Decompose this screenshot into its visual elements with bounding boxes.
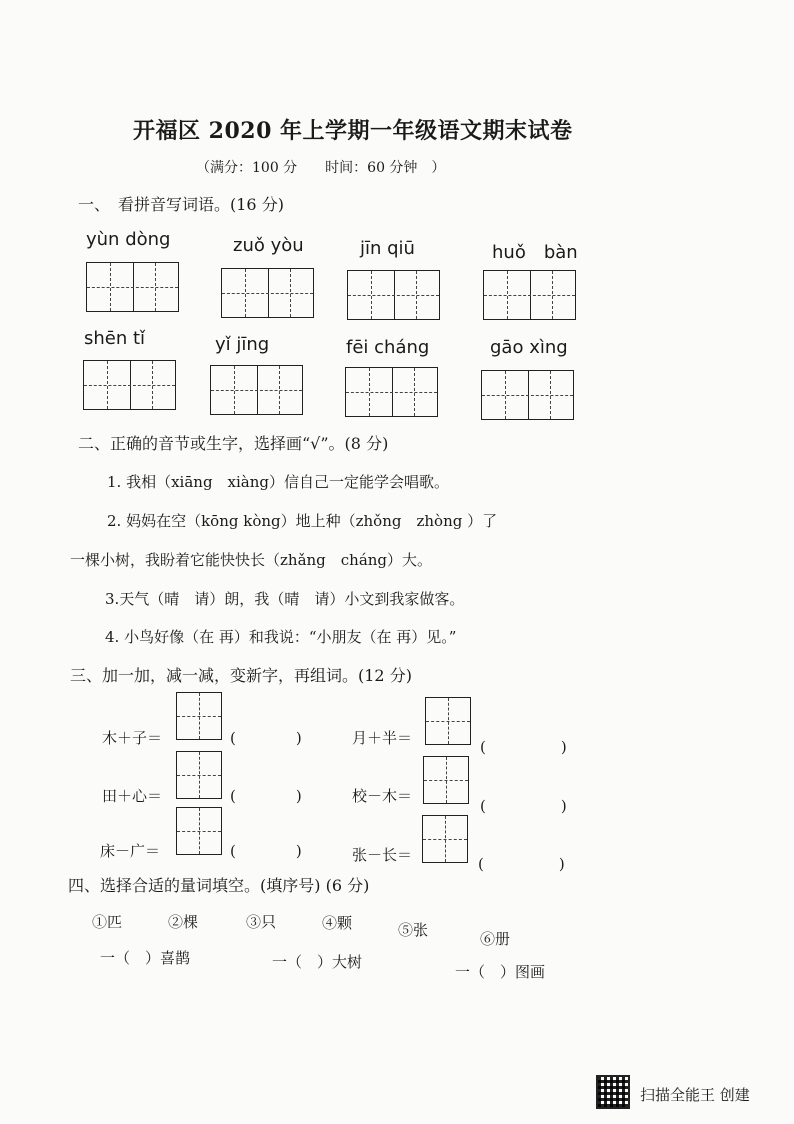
question-2-3: 3.天气（晴 请）朗，我（晴 请）小文到我家做客。 bbox=[105, 590, 465, 608]
pinyin-1: yùn dòng bbox=[86, 229, 171, 250]
pinyin-8: gāo xìng bbox=[490, 337, 568, 358]
blank-3: 一（ ）图画 bbox=[455, 963, 546, 981]
option-4: ④颗 bbox=[322, 914, 353, 932]
blank-1: 一（ ）喜鹊 bbox=[100, 949, 191, 967]
option-2: ②棵 bbox=[168, 913, 199, 931]
writing-grid-5[interactable] bbox=[83, 360, 176, 410]
option-3: ③只 bbox=[246, 913, 277, 931]
answer-box-4[interactable] bbox=[423, 756, 469, 804]
writing-grid-4[interactable] bbox=[483, 270, 576, 320]
answer-box-2[interactable] bbox=[425, 697, 471, 745]
paren-3: ( ) bbox=[230, 787, 302, 805]
blank-2: 一（ ）大树 bbox=[272, 953, 363, 971]
section-2-heading: 二、正确的音节或生字，选择画“√”。(8 分) bbox=[78, 434, 389, 453]
section-1-heading: 一、 看拼音写词语。(16 分) bbox=[78, 195, 284, 214]
expr-2: 月＋半＝ bbox=[352, 729, 413, 747]
expr-3: 田＋心＝ bbox=[102, 787, 163, 805]
pinyin-5: shēn tǐ bbox=[84, 328, 146, 349]
paren-4: ( ) bbox=[480, 797, 567, 815]
writing-grid-8[interactable] bbox=[481, 370, 574, 420]
question-2-4: 4. 小鸟好像（在 再）和我说：“小朋友（在 再）见。” bbox=[105, 628, 457, 646]
answer-box-6[interactable] bbox=[422, 815, 468, 863]
paren-6: ( ) bbox=[478, 855, 565, 873]
question-2-2-cont: 一棵小树，我盼着它能快快长（zhǎng cháng）大。 bbox=[70, 551, 433, 569]
exam-info: （满分：100 分 时间：60 分钟 ） bbox=[196, 160, 446, 176]
writing-grid-2[interactable] bbox=[221, 268, 314, 318]
paren-2: ( ) bbox=[480, 738, 567, 756]
answer-box-3[interactable] bbox=[176, 751, 222, 799]
paren-5: ( ) bbox=[230, 842, 302, 860]
question-2-2: 2. 妈妈在空（kōng kòng）地上种（zhǒng zhòng ）了 bbox=[107, 512, 498, 530]
answer-box-1[interactable] bbox=[176, 692, 222, 740]
expr-6: 张－长＝ bbox=[352, 846, 413, 864]
pinyin-7: fēi cháng bbox=[346, 337, 430, 358]
pinyin-2: zuǒ yòu bbox=[233, 235, 304, 256]
pinyin-6: yǐ jīng bbox=[215, 334, 270, 355]
writing-grid-7[interactable] bbox=[345, 367, 438, 417]
section-3-heading: 三、加一加，减一减，变新字，再组词。(12 分) bbox=[70, 666, 412, 685]
expr-5: 床－广＝ bbox=[100, 842, 161, 860]
writing-grid-6[interactable] bbox=[210, 365, 303, 415]
qr-code-icon bbox=[596, 1075, 630, 1109]
option-1: ①匹 bbox=[92, 913, 123, 931]
expr-1: 木＋子＝ bbox=[102, 729, 163, 747]
pinyin-4: huǒ bàn bbox=[492, 242, 578, 263]
page-title: 开福区 2020 年上学期一年级语文期末试卷 bbox=[133, 118, 573, 144]
option-6: ⑥册 bbox=[480, 930, 511, 948]
paren-1: ( ) bbox=[230, 729, 302, 747]
option-5: ⑤张 bbox=[398, 921, 429, 939]
answer-box-5[interactable] bbox=[176, 807, 222, 855]
writing-grid-3[interactable] bbox=[347, 270, 440, 320]
expr-4: 校－木＝ bbox=[352, 787, 413, 805]
scanner-watermark: 扫描全能王 创建 bbox=[640, 1086, 750, 1104]
section-4-heading: 四、选择合适的量词填空。(填序号) (6 分) bbox=[68, 876, 370, 895]
writing-grid-1[interactable] bbox=[86, 262, 179, 312]
pinyin-3: jīn qiū bbox=[360, 238, 415, 259]
question-2-1: 1. 我相（xiāng xiàng）信自己一定能学会唱歌。 bbox=[107, 473, 450, 491]
